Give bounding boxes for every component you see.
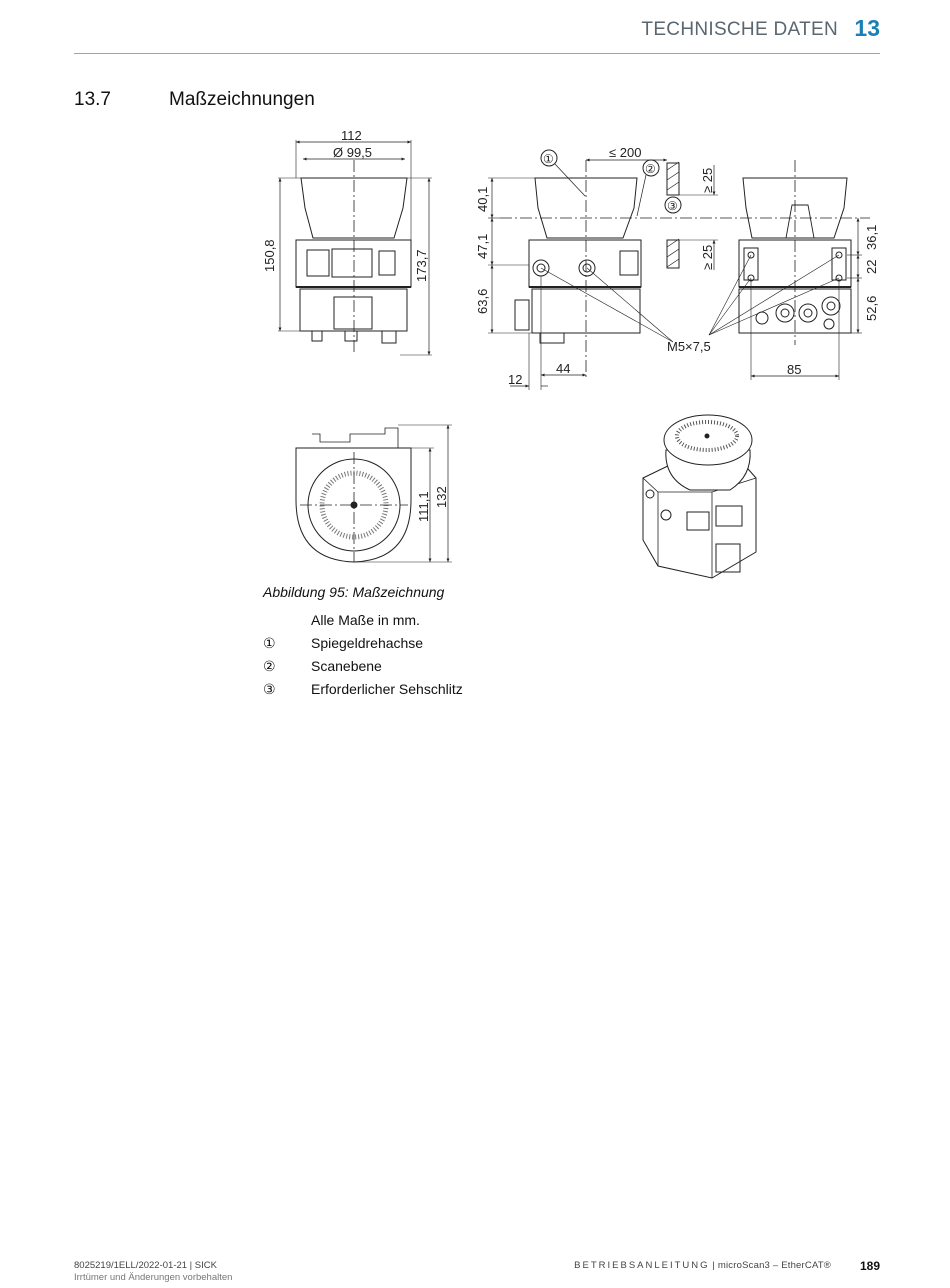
marker-2: ②	[645, 162, 656, 176]
section-number: 13.7	[74, 89, 111, 110]
dim-front-height-left: 150,8	[262, 239, 277, 272]
chapter-title: TECHNISCHE DATEN	[641, 19, 838, 40]
footer-product: | microScan3 – EtherCAT®	[709, 1260, 831, 1271]
chapter-number: 13	[854, 15, 880, 41]
footer-manual	[574, 1260, 831, 1271]
dim-rear-width: 85	[787, 362, 802, 377]
figure-caption: Abbildung 95: Maßzeichnung	[263, 584, 445, 600]
dim-max-distance: ≤ 200	[609, 145, 642, 160]
dim-front-width: 112	[341, 128, 362, 143]
footer-doc-id: 8025219/1ELL/2022-01-21 | SICK	[74, 1260, 217, 1271]
rear-view	[709, 160, 870, 380]
dimension-drawing	[0, 0, 950, 600]
marker-3: ③	[667, 199, 678, 213]
dim-rear-h3: 52,6	[864, 295, 879, 321]
marker-1: ①	[543, 152, 554, 166]
page-number: 189	[859, 1259, 880, 1273]
dim-front-diameter: Ø 99,5	[333, 145, 373, 160]
side-view	[488, 150, 720, 390]
legend-marker: ③	[263, 681, 276, 697]
dim-top-depth-inner: 111,1	[416, 491, 431, 522]
front-view	[278, 140, 432, 355]
legend-text: Scanebene	[311, 658, 382, 674]
legend-marker: ②	[263, 658, 276, 674]
footer-manual-label: BETRIEBSANLEITUNG	[574, 1260, 710, 1271]
dim-rear-h1: 36,1	[864, 224, 879, 250]
footer-disclaimer: Irrtümer und Änderungen vorbehalten	[74, 1272, 233, 1283]
section-title: Maßzeichnungen	[169, 89, 315, 110]
legend-marker: ①	[263, 635, 276, 651]
dim-rear-h2: 22	[864, 259, 879, 274]
isometric-view	[643, 415, 756, 578]
dim-side-w1: 12	[508, 372, 523, 387]
dim-front-height-right: 173,7	[414, 249, 429, 282]
legend-text: Erforderlicher Sehschlitz	[311, 681, 463, 697]
dim-side-w2: 44	[556, 361, 571, 376]
dim-side-h1: 40,1	[475, 186, 490, 212]
dim-slot-top: ≥ 25	[700, 167, 715, 193]
dim-side-h2: 47,1	[475, 233, 490, 259]
legend-note: Alle Maße in mm.	[311, 612, 420, 628]
thread-label: M5×7,5	[667, 339, 711, 354]
dim-side-h3: 63,6	[475, 288, 490, 314]
legend-text: Spiegeldrehachse	[311, 635, 424, 651]
dim-slot-bottom: ≥ 25	[700, 244, 715, 270]
dim-top-depth-outer: 132	[434, 486, 449, 508]
